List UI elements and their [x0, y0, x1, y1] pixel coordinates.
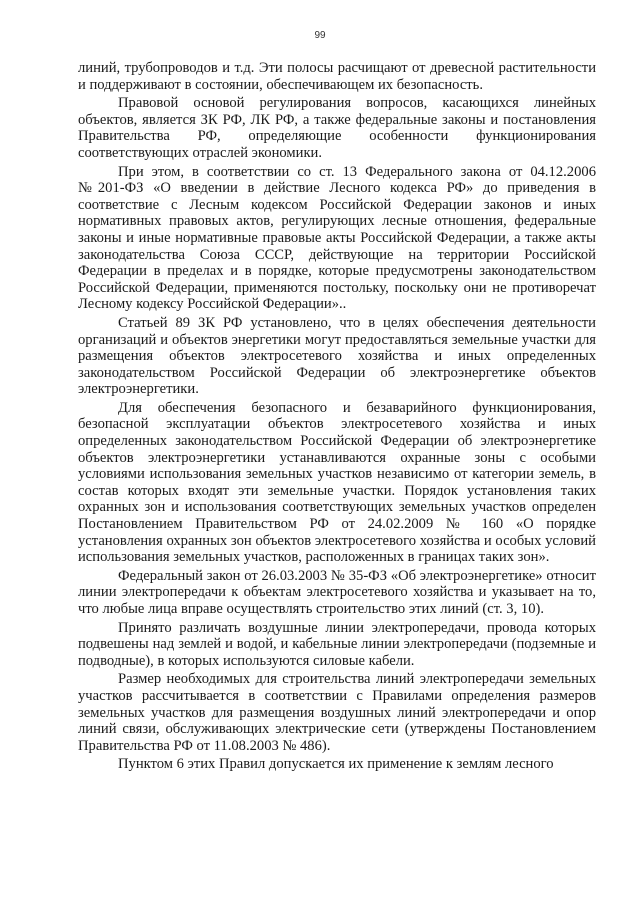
paragraph-8: Размер необходимых для строительства линий электропередачи земельных участков рассчитывается в соответствии с Правилами определения размеров земельных участков для размещения воздушных линий электропередачи и опор линий связи, обслуживающих электрические сети (утверждены Постановлением Правительства РФ от 11.08.2003 № 486).: [78, 671, 596, 754]
paragraph-7: Принято различать воздушные линии электропередачи, провода которых подвешены над землей и водой, и кабельные линии электропередачи (подземные и подводные), в которых используются силовые кабели.: [78, 619, 596, 669]
paragraph-3: При этом, в соответствии со ст. 13 Федерального закона от 04.12.2006 №201-ФЗ «О введении в действие Лесного кодекса РФ» до приведения в соответствие с Лесным кодексом Российской Федерации законов и иных нормативных правовых актов, регулирующих лесные отношения, федеральные законы и иные нормативные правовые акты Российской Федерации, а также акты законодательства Союза СССР, действующие на территории Российской Федерации в пределах и в порядке, которые предусмотрены законодательством Российской Федерации, применяются постольку, поскольку они не противоречат Лесному кодексу Российской Федерации»..: [78, 163, 596, 313]
paragraph-1: линий, трубопроводов и т.д. Эти полосы расчищают от древесной растительности и поддерживают в состоянии, обеспечивающем их безопасность.: [78, 60, 596, 93]
paragraph-4: Статьей 89 ЗК РФ установлено, что в целях обеспечения деятельности организаций и объектов энергетики могут предоставляться земельные участки для размещения объектов электросетевого хозяйства и иных определенных законодательством Российской Федерации об электроэнергетике объектов электроэнергетики.: [78, 314, 596, 398]
paragraph-2: Правовой основой регулирования вопросов, касающихся линейных объектов, является ЗК РФ, ЛК РФ, а также федеральные законы и постановления Правительства РФ, определяющие особенности функционирования соответствующих отраслей экономики.: [78, 95, 596, 161]
page-number: 99: [314, 30, 326, 41]
paragraph-5: Для обеспечения безопасного и безаварийного функционирования, безопасной эксплуатации объектов электросетевого хозяйства и иных определенных законодательством Российской Федерации об электроэнергетике объектов электроэнергетики устанавливаются охранные зоны с особыми условиями использования земельных участков независимо от категории земель, в состав которых входят эти земельные участки. Порядок установления таких охранных зон и использования соответствующих земельных участков определен Постановлением Правительством РФ от 24.02.2009 № 160 «О порядке установления охранных зон объектов электросетевого хозяйства и особых условий использования земельных участков, расположенных в границах таких зон».: [78, 399, 596, 566]
document-body: [78, 60, 596, 773]
paragraph-6: Федеральный закон от 26.03.2003 № 35-ФЗ «Об электроэнергетике» относит линии электропередачи к объектам электросетевого хозяйства и указывает на то, что любые лица вправе осуществлять строительство этих линий (ст. 3, 10).: [78, 567, 596, 617]
paragraph-9: Пунктом 6 этих Правил допускается их применение к землям лесного: [118, 756, 554, 773]
